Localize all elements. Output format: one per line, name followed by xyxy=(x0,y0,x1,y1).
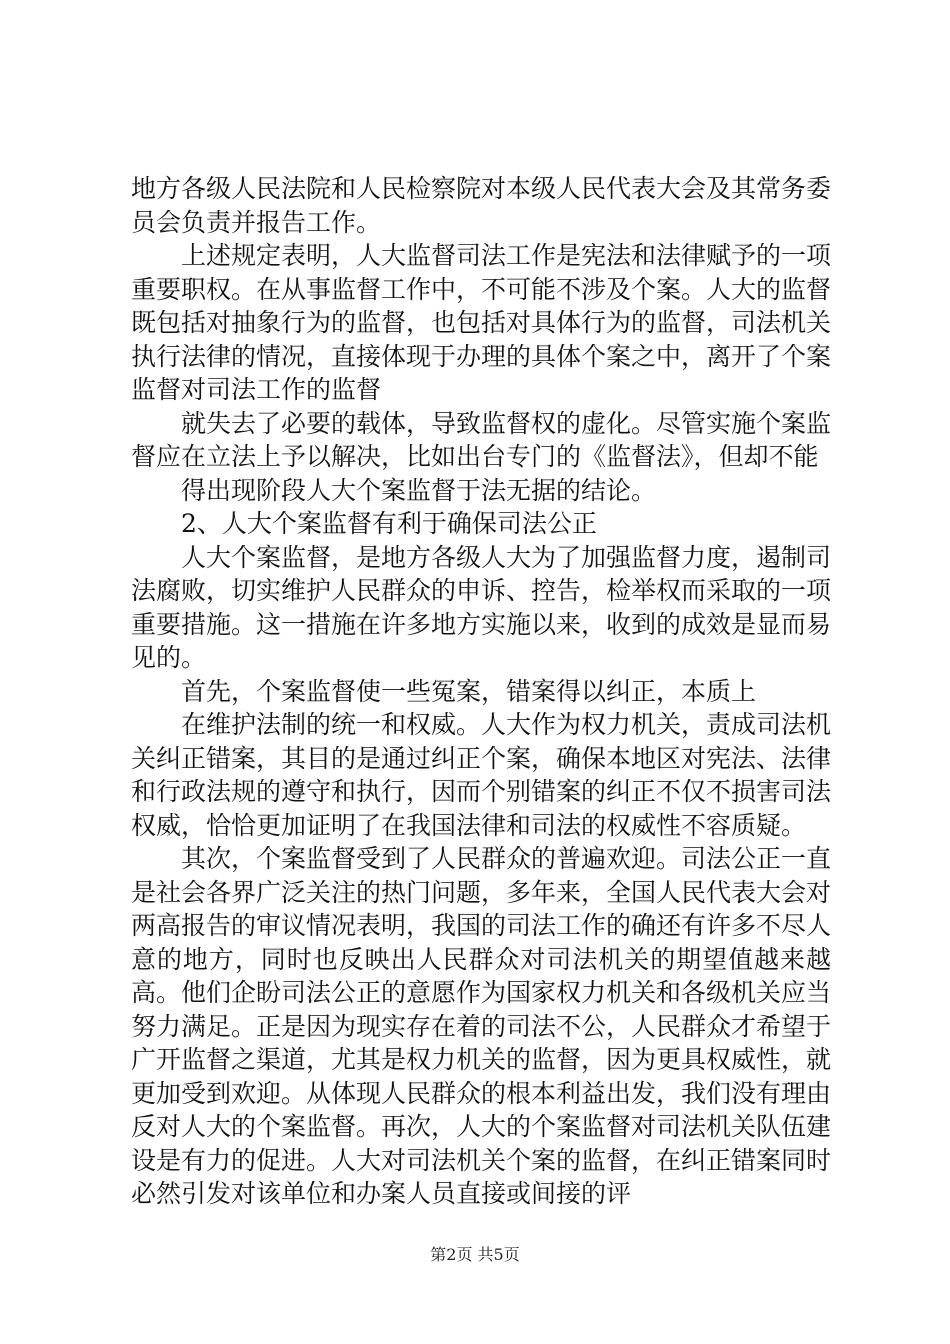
paragraph: 得出现阶段人大个案监督于法无据的结论。 xyxy=(181,475,657,505)
paragraph: 首先，个案监督使一些冤案，错案得以纠正，本质上 xyxy=(181,676,757,706)
paragraph: 其次，个案监督受到了人民群众的普遍欢迎。司法公正一直是社会各界广泛关注的热门问题，多年来，全国人民代表大会对两高报告的审议情况表明，我国的司法工作的确还有许多不尽人意的地方，同时也反映出人民群众对司法机关的期望值越来越高。他们企盼司法公正的意愿作为国家权力机关和各级机关应当努力满足。正是因为现实存在着的司法不公，人民群众才希望于广开监督之渠道，尤其是权力机关的监督，因为更具权威性，就更加受到欢迎。从体现人民群众的根本利益出发，我们没有理由反对人大的个案监督。再次，人大的个案监督对司法机关队伍建设是有力的促进。人大对司法机关个案的监督，在纠正错案同时必然引发对该单位和办案人员直接或间接的评 xyxy=(131,844,832,1208)
paragraph: 上述规定表明，人大监督司法工作是宪法和法律赋予的一项重要职权。在从事监督工作中，不可能不涉及个案。人大的监督既包括对抽象行为的监督，也包括对具体行为的监督，司法机关执行法律的情况，直接体现于办理的具体个案之中，离开了个案监督对司法工作的监督 xyxy=(131,241,832,404)
page-footer: 第2页 共5页 xyxy=(430,1245,520,1264)
paragraph: 地方各级人民法院和人民检察院对本级人民代表大会及其常务委员会负责并报告工作。 xyxy=(131,174,832,237)
paragraph: 就失去了必要的载体，导致监督权的虚化。尽管实施个案监督应在立法上予以解决，比如出台专门的《监督法》，但却不能 xyxy=(131,408,832,471)
document-body xyxy=(131,172,831,1211)
paragraph: 在维护法制的统一和权威。人大作为权力机关，责成司法机关纠正错案，其目的是通过纠正个案，确保本地区对宪法、法律和行政法规的遵守和执行，因而个别错案的纠正不仅不损害司法权威，恰恰更加证明了在我国法律和司法的权威性不容质疑。 xyxy=(131,710,832,840)
section-heading: 2、人大个案监督有利于确保司法公正 xyxy=(181,509,597,538)
paragraph: 人大个案监督，是地方各级人大为了加强监督力度，遏制司法腐败，切实维护人民群众的申诉、控告，检举权而采取的一项重要措施。这一措施在许多地方实施以来，收到的成效是显而易见的。 xyxy=(131,542,832,672)
